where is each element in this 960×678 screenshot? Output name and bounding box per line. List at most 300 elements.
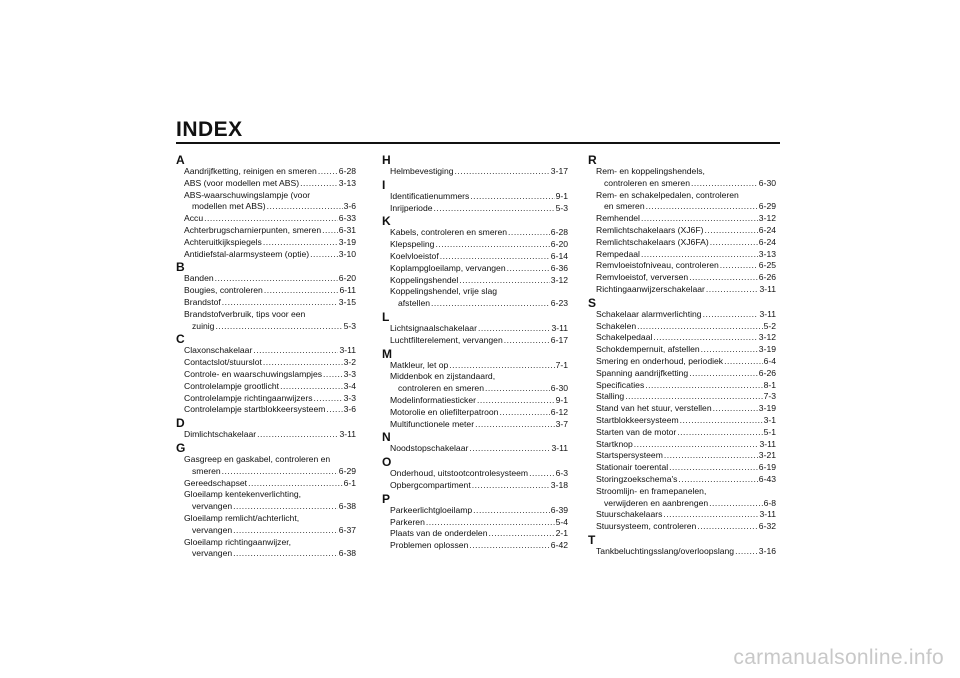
dot-leader <box>449 360 554 372</box>
index-entry[interactable] <box>382 360 568 372</box>
section-letter-k: K <box>382 214 391 229</box>
index-entry[interactable] <box>588 486 776 510</box>
index-entry-page: 6-11 <box>339 285 356 296</box>
index-entry-text: Luchtfilterelement, vervangen <box>390 334 503 345</box>
dot-leader <box>735 546 758 558</box>
index-entry[interactable] <box>176 166 356 178</box>
index-entry-page: 3-11 <box>551 443 568 454</box>
index-entry[interactable] <box>588 309 776 321</box>
index-entry[interactable] <box>382 443 568 455</box>
section-letter-n: N <box>382 430 391 445</box>
dot-leader <box>689 368 758 380</box>
index-entry[interactable] <box>176 478 356 490</box>
index-entry[interactable] <box>382 419 568 431</box>
index-entry-page: 3-15 <box>338 296 356 307</box>
index-entry-page: 3-3 <box>343 368 356 379</box>
index-entry-text: Onderhoud, uitstootcontrolesysteem <box>390 468 529 479</box>
index-entry-page: 6-24 <box>758 224 776 235</box>
dot-leader <box>257 429 338 441</box>
index-entry[interactable] <box>176 404 356 416</box>
index-entry[interactable] <box>382 540 568 552</box>
index-entry-text: Controlelampje grootlicht <box>184 380 280 391</box>
dot-leader <box>233 501 338 513</box>
index-entry-text: Stalling <box>596 391 625 402</box>
index-entry-page: 6-39 <box>550 504 568 515</box>
index-entry-page: 5-3 <box>343 320 356 331</box>
index-entry[interactable] <box>382 239 568 251</box>
index-entry-page: 6-25 <box>758 260 776 271</box>
index-entry-page: 6-36 <box>550 262 568 273</box>
index-entry-text: Schakelen <box>596 320 637 331</box>
index-entry-page: 5-2 <box>763 320 776 331</box>
index-entry[interactable] <box>176 381 356 393</box>
dot-leader <box>709 498 762 510</box>
index-entry-text: Starten van de motor <box>596 426 677 437</box>
index-entry-page: 6-20 <box>550 239 568 250</box>
index-entry-text: Gloeilamp richtingaanwijzer, <box>184 536 291 547</box>
index-entry[interactable] <box>176 297 356 309</box>
index-entry-text: Rem- en koppelingshendels, <box>596 166 705 176</box>
dot-leader <box>488 528 554 540</box>
index-entry-text: Banden <box>184 273 214 284</box>
index-entry-text: Achteruitkijkspiegels <box>184 236 262 247</box>
index-entry-text: vervangen <box>192 548 233 559</box>
title-rule <box>176 142 780 144</box>
index-entry-text: Brandstof <box>184 296 221 307</box>
dot-leader <box>477 395 555 407</box>
index-entry-page: 3-11 <box>759 308 776 319</box>
index-entry-text: Tankbeluchtingsslang/overloopslang <box>596 545 735 556</box>
index-entry-page: 6-29 <box>338 465 356 476</box>
index-entry-page: 3-3 <box>343 392 356 403</box>
index-entry-page: 6-1 <box>343 477 356 488</box>
dot-leader <box>706 284 759 296</box>
index-entry[interactable] <box>176 190 356 214</box>
index-entry-page: 6-29 <box>758 201 776 212</box>
index-entry-page: 8-1 <box>763 379 776 390</box>
index-entry[interactable] <box>588 391 776 403</box>
dot-leader <box>720 260 758 272</box>
index-entry[interactable] <box>588 321 776 333</box>
index-entry[interactable] <box>176 178 356 190</box>
index-entry-text: Middenbok en zijstandaard, <box>390 371 496 382</box>
index-entry[interactable] <box>176 513 356 537</box>
index-entry-page: 6-3 <box>555 468 568 479</box>
index-entry-text: controleren en smeren <box>604 177 690 188</box>
dot-leader <box>637 321 762 333</box>
index-entry-text: Klepspeling <box>390 239 435 250</box>
dot-leader <box>473 505 550 517</box>
dot-leader <box>263 357 343 369</box>
section-letter-r: R <box>588 153 597 167</box>
index-entry[interactable] <box>588 190 776 214</box>
index-entry[interactable] <box>382 517 568 529</box>
dot-leader <box>475 419 555 431</box>
index-entry-page: 6-32 <box>758 521 776 532</box>
index-entry-page: 6-38 <box>338 548 356 559</box>
dot-leader <box>233 525 338 537</box>
dot-leader <box>485 383 550 395</box>
dot-leader <box>300 178 338 190</box>
index-entry-text: ABS-waarschuwingslampje (voor <box>184 189 311 200</box>
index-entry[interactable] <box>382 480 568 492</box>
dot-leader <box>664 450 758 462</box>
index-entry-page: 3-12 <box>758 213 776 224</box>
dot-leader <box>507 263 550 275</box>
index-entry[interactable] <box>588 462 776 474</box>
index-entry-text: afstellen <box>398 298 431 309</box>
index-entry-page: 6-43 <box>758 473 776 484</box>
index-entry[interactable] <box>176 429 356 441</box>
index-entry-text: Matkleur, let op <box>390 359 449 370</box>
index-entry[interactable] <box>382 203 568 215</box>
dot-leader <box>646 201 758 213</box>
index-entry-text: Parkeren <box>390 516 425 527</box>
index-entry[interactable] <box>588 509 776 521</box>
index-entry-page: 6-26 <box>758 272 776 283</box>
index-entry[interactable] <box>588 356 776 368</box>
index-entry-page: 9-1 <box>555 394 568 405</box>
dot-leader <box>469 443 550 455</box>
index-entry-text: Koplampgloeilamp, vervangen <box>390 262 506 273</box>
index-entry-page: 6-24 <box>758 236 776 247</box>
index-entry-text: Plaats van de onderdelen <box>390 528 488 539</box>
index-entry-text: Controlelampje startblokkeersysteem <box>184 404 326 415</box>
index-entry[interactable] <box>588 225 776 237</box>
dot-leader <box>478 323 550 335</box>
dot-leader <box>318 166 338 178</box>
dot-leader <box>253 345 338 357</box>
index-entry-text: vervangen <box>192 501 233 512</box>
index-entry-text: Multifunctionele meter <box>390 418 475 429</box>
index-column-3 <box>588 153 776 558</box>
index-entry[interactable] <box>588 368 776 380</box>
section-letter-p: P <box>382 491 391 506</box>
index-entry[interactable] <box>588 249 776 261</box>
index-entry-page: 6-26 <box>758 367 776 378</box>
section-letter-h: H <box>382 153 391 167</box>
index-entry-text: Noodstopschakelaar <box>390 443 469 454</box>
index-entry[interactable] <box>176 369 356 381</box>
index-entry-text: Bougies, controleren <box>184 285 263 296</box>
dot-leader <box>469 540 549 552</box>
index-entry-page: 3-10 <box>338 248 356 259</box>
index-entry[interactable] <box>382 227 568 239</box>
index-entry-page: 3-6 <box>343 404 356 415</box>
dot-leader <box>704 225 757 237</box>
dot-leader <box>314 393 343 405</box>
dot-leader <box>263 237 338 249</box>
index-entry-page: 3-16 <box>758 545 776 556</box>
index-entry-page: 6-30 <box>758 177 776 188</box>
index-entry[interactable] <box>588 450 776 462</box>
dot-leader <box>703 309 759 321</box>
index-entry-page: 6-30 <box>550 383 568 394</box>
index-entry-text: Modelinformatiesticker <box>390 394 476 405</box>
index-entry-text: Brandstofverbruik, tips voor een <box>184 308 306 319</box>
index-entry[interactable] <box>176 249 356 261</box>
index-entry-text: Startspersysteem <box>596 450 663 461</box>
dot-leader <box>504 335 550 347</box>
index-column-2 <box>382 153 568 552</box>
index-entry-text: Startknop <box>596 438 633 449</box>
dot-leader <box>724 356 762 368</box>
dot-leader <box>710 237 758 249</box>
dot-leader <box>678 474 757 486</box>
index-entry-page: 7-3 <box>763 391 776 402</box>
index-entry-text: smeren <box>192 465 221 476</box>
index-entry-text: Gasgreep en gaskabel, controleren en <box>184 453 331 464</box>
index-entry[interactable] <box>176 285 356 297</box>
index-entry[interactable] <box>176 225 356 237</box>
index-entry-text: Startblokkeersysteem <box>596 414 679 425</box>
watermark: carmanualsonline.info <box>733 646 944 669</box>
index-entry-text: Gereedschapset <box>184 477 248 488</box>
index-entry-text: Remvloeistof, verversen <box>596 272 689 283</box>
index-entry-text: Opbergcompartiment <box>390 479 471 490</box>
index-entry-text: Kabels, controleren en smeren <box>390 227 508 238</box>
index-entry-text: Motorolie en oliefilterpatroon <box>390 406 499 417</box>
dot-leader <box>691 178 758 190</box>
dot-leader <box>323 369 343 381</box>
index-entry-page: 3-19 <box>338 236 356 247</box>
index-entry-page: 5-4 <box>555 516 568 527</box>
dot-leader <box>634 439 759 451</box>
index-entry-text: Rem- en schakelpedalen, controleren <box>596 189 739 200</box>
index-entry-page: 3-21 <box>758 450 776 461</box>
index-entry[interactable] <box>588 546 776 558</box>
index-entry-text: Aandrijfketting, reinigen en smeren <box>184 166 317 176</box>
index-entry-text: Schakelaar alarmverlichting <box>596 308 702 319</box>
dot-leader <box>499 407 549 419</box>
section-letter-i: I <box>382 177 386 192</box>
index-entry-page: 6-12 <box>550 406 568 417</box>
index-entry-page: 3-7 <box>555 418 568 429</box>
page-title: INDEX <box>176 118 243 141</box>
dot-leader <box>645 380 762 392</box>
dot-leader <box>713 403 758 415</box>
index-entry[interactable] <box>588 521 776 533</box>
index-entry[interactable] <box>382 395 568 407</box>
dot-leader <box>529 468 555 480</box>
index-entry[interactable] <box>588 284 776 296</box>
index-entry[interactable] <box>588 272 776 284</box>
index-entry-text: Antidiefstal-alarmsysteem (optie) <box>184 248 310 259</box>
dot-leader <box>625 391 762 403</box>
dot-leader <box>222 466 338 478</box>
index-entry-text: Remhendel <box>596 213 640 224</box>
index-entry-page: 3-11 <box>759 509 776 520</box>
index-entry-text: zuinig <box>192 320 215 331</box>
index-entry-page: 3-11 <box>551 322 568 333</box>
index-entry[interactable] <box>588 237 776 249</box>
index-entry[interactable] <box>382 263 568 275</box>
index-entry[interactable] <box>588 427 776 439</box>
index-entry-page: 3-11 <box>339 429 356 440</box>
index-entry-text: Rempedaal <box>596 248 640 259</box>
index-entry-text: Schokdempernuit, afstellen <box>596 344 700 355</box>
index-entry-text: Spanning aandrijfketting <box>596 367 689 378</box>
section-letter-l: L <box>382 309 390 324</box>
index-entry[interactable] <box>382 251 568 263</box>
index-entry-text: Richtingaanwijzerschakelaar <box>596 283 705 294</box>
index-entry[interactable] <box>176 213 356 225</box>
index-entry[interactable] <box>382 468 568 480</box>
dot-leader <box>472 480 550 492</box>
section-letter-s: S <box>588 295 597 310</box>
dot-leader <box>455 166 550 178</box>
index-entry-page: 3-6 <box>343 201 356 212</box>
index-entry-page: 3-12 <box>758 332 776 343</box>
index-entry-text: Schakelpedaal <box>596 332 653 343</box>
index-entry-page: 3-11 <box>339 345 356 356</box>
index-entry-page: 3-13 <box>338 177 356 188</box>
dot-leader <box>677 427 762 439</box>
dot-leader <box>701 344 758 356</box>
dot-leader <box>689 272 758 284</box>
index-entry[interactable] <box>176 309 356 333</box>
dot-leader <box>310 249 338 261</box>
index-entry-text: Gloeilamp remlicht/achterlicht, <box>184 512 300 523</box>
index-entry-text: Stand van het stuur, verstellen <box>596 403 712 414</box>
index-entry[interactable] <box>588 474 776 486</box>
index-entry-page: 3-12 <box>550 274 568 285</box>
dot-leader <box>215 321 342 333</box>
section-letter-b: B <box>176 260 185 275</box>
index-entry-text: Claxonschakelaar <box>184 345 253 356</box>
index-entry-text: Stuurschakelaars <box>596 509 663 520</box>
index-entry-text: Remlichtschakelaars (XJ6F) <box>596 224 704 235</box>
index-entry[interactable] <box>382 286 568 310</box>
dot-leader <box>653 332 757 344</box>
dot-leader <box>641 249 758 261</box>
dot-leader <box>215 273 338 285</box>
index-entry-page: 7-1 <box>555 359 568 370</box>
index-column-1 <box>176 153 356 560</box>
index-entry-text: Koppelingshendel, vrije slag <box>390 286 498 297</box>
index-entry-text: ABS (voor modellen met ABS) <box>184 177 300 188</box>
index-entry[interactable] <box>382 528 568 540</box>
index-entry[interactable] <box>588 344 776 356</box>
index-entry-page: 3-11 <box>759 283 776 294</box>
index-entry[interactable] <box>382 371 568 395</box>
index-entry-page: 6-14 <box>550 250 568 261</box>
index-entry-page: 6-19 <box>758 462 776 473</box>
index-entry-page: 6-28 <box>550 227 568 238</box>
index-entry-text: Stuursysteem, controleren <box>596 521 697 532</box>
index-entry[interactable] <box>588 403 776 415</box>
index-entry-page: 6-37 <box>338 524 356 535</box>
index-entry-page: 3-11 <box>759 438 776 449</box>
index-entry-text: Stationair toerental <box>596 462 669 473</box>
index-entry[interactable] <box>588 380 776 392</box>
index-entry[interactable] <box>176 237 356 249</box>
index-entry-text: Koppelingshendel <box>390 274 459 285</box>
dot-leader <box>248 478 343 490</box>
section-letter-t: T <box>588 532 596 547</box>
index-entry-page: 9-1 <box>555 190 568 201</box>
index-entry[interactable] <box>382 166 568 178</box>
index-entry[interactable] <box>382 407 568 419</box>
index-entry-text: Stroomlijn- en framepanelen, <box>596 485 707 496</box>
dot-leader <box>322 225 338 237</box>
dot-leader <box>641 213 758 225</box>
dot-leader <box>697 521 757 533</box>
index-entry-page: 3-18 <box>550 479 568 490</box>
index-entry[interactable] <box>588 439 776 451</box>
index-entry-text: Problemen oplossen <box>390 540 469 551</box>
index-entry[interactable] <box>382 275 568 287</box>
index-entry-text: Remvloeistofniveau, controleren <box>596 260 719 271</box>
index-entry-page: 3-1 <box>763 414 776 425</box>
index-entry[interactable] <box>382 505 568 517</box>
index-entry[interactable] <box>588 166 776 190</box>
dot-leader <box>435 239 549 251</box>
section-letter-a: A <box>176 153 185 167</box>
index-entry[interactable] <box>176 345 356 357</box>
dot-leader <box>669 462 758 474</box>
index-entry-page: 3-13 <box>758 248 776 259</box>
index-entry-text: controleren en smeren <box>398 383 484 394</box>
index-entry-page: 3-2 <box>343 357 356 368</box>
section-letter-m: M <box>382 346 392 361</box>
index-entry[interactable] <box>588 213 776 225</box>
index-entry-text: en smeren <box>604 201 645 212</box>
index-entry[interactable] <box>176 537 356 561</box>
dot-leader <box>680 415 763 427</box>
dot-leader <box>470 191 554 203</box>
index-entry-text: modellen met ABS) <box>192 201 266 212</box>
index-entry-text: Dimlichtschakelaar <box>184 429 257 440</box>
index-entry[interactable] <box>588 415 776 427</box>
index-entry-text: Specificaties <box>596 379 645 390</box>
index-entry[interactable] <box>588 260 776 272</box>
index-entry-text: Parkeerlichtgloeilamp <box>390 504 473 515</box>
index-entry[interactable] <box>588 332 776 344</box>
dot-leader <box>434 203 555 215</box>
index-entry-text: Koelvloeistof <box>390 250 439 261</box>
index-entry-text: Contactslot/stuurslot <box>184 357 262 368</box>
index-entry-text: Storingzoekschema's <box>596 473 678 484</box>
section-letter-c: C <box>176 332 185 347</box>
index-entry-page: 3-4 <box>343 380 356 391</box>
index-entry-page: 6-23 <box>550 298 568 309</box>
index-entry-text: Remlichtschakelaars (XJ6FA) <box>596 236 709 247</box>
index-entry-page: 3-19 <box>758 403 776 414</box>
index-entry[interactable] <box>382 323 568 335</box>
index-entry[interactable] <box>176 393 356 405</box>
index-entry-text: Smering en onderhoud, periodiek <box>596 355 724 366</box>
index-entry-text: Accu <box>184 213 204 224</box>
index-entry-page: 5-3 <box>555 202 568 213</box>
index-entry-page: 3-17 <box>550 166 568 176</box>
dot-leader <box>326 404 342 416</box>
index-entry-page: 6-38 <box>338 501 356 512</box>
index-entry[interactable] <box>176 454 356 478</box>
dot-leader <box>431 298 550 310</box>
dot-leader <box>426 517 555 529</box>
dot-leader <box>440 251 550 263</box>
index-entry[interactable] <box>382 335 568 347</box>
index-entry[interactable] <box>176 273 356 285</box>
dot-leader <box>204 213 338 225</box>
index-entry-text: Lichtsignaalschakelaar <box>390 322 477 333</box>
dot-leader <box>222 297 338 309</box>
index-entry[interactable] <box>382 191 568 203</box>
index-entry[interactable] <box>176 357 356 369</box>
index-entry[interactable] <box>176 489 356 513</box>
index-entry-text: Helmbevestiging <box>390 166 454 176</box>
